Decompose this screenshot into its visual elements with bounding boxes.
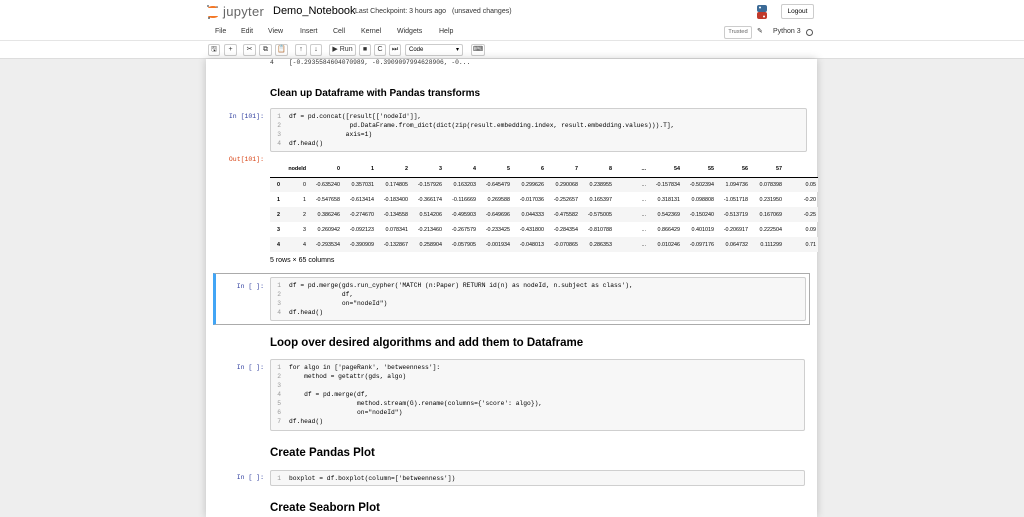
dataframe-cell: 0.401019 <box>691 226 714 233</box>
code-line: 3 axis=1) <box>277 131 373 138</box>
dataframe-cell: ... <box>641 196 646 203</box>
trusted-indicator[interactable]: Trusted <box>724 26 752 39</box>
checkpoint-status <box>355 8 512 15</box>
code-line: 5 method.stream(G).rename(columns={'score': algo}), <box>277 400 543 407</box>
dataframe-cell: 0.174805 <box>385 181 408 188</box>
dataframe-cell: 0.866429 <box>657 226 680 233</box>
dataframe-column-header: 3 <box>410 162 444 177</box>
input-prompt: In [ ]: <box>236 283 264 290</box>
menu-cell[interactable]: Cell <box>333 28 346 35</box>
dataframe-cell: 0.357031 <box>351 181 374 188</box>
dataframe-cell: 0.514206 <box>419 211 442 218</box>
table-row <box>270 177 818 192</box>
keyboard-icon[interactable]: ⌨ <box>471 44 485 56</box>
menu-view[interactable]: View <box>268 28 284 35</box>
dataframe-cell: -0.645479 <box>485 181 510 188</box>
dataframe-cell: -0.390909 <box>349 241 374 248</box>
dataframe-row-index: 1 <box>277 196 280 203</box>
dataframe-column-header: 56 <box>716 162 750 177</box>
python-user-icon <box>755 4 769 20</box>
dataframe-cell: -0.132867 <box>383 241 408 248</box>
dataframe-cell: -0.070865 <box>553 241 578 248</box>
code-line: 2 method = getattr(gds, algo) <box>277 373 407 380</box>
code-text: df.head() <box>289 140 324 147</box>
code-text: axis=1) <box>289 131 373 138</box>
code-line: 2 pd.DataFrame.from_dict(dict(zip(result.embedding.index, result.embedding.values))).T], <box>277 122 675 129</box>
code-line: 1 df = pd.merge(gds.run_cypher('MATCH (n:Paper) RETURN id(n) as nodeId, n.subject as class'), <box>277 282 633 289</box>
dataframe-cell: 0.258904 <box>419 241 442 248</box>
dataframe-cell: 0.290068 <box>555 181 578 188</box>
dataframe-column-header <box>270 162 282 177</box>
dataframe-cell: 0.010246 <box>657 241 680 248</box>
dataframe-cell: -0.206917 <box>723 226 748 233</box>
dataframe-cell: -0.183400 <box>383 196 408 203</box>
dataframe-column-header: 54 <box>648 162 682 177</box>
dataframe-cell: 0 <box>303 181 306 188</box>
menu-insert[interactable]: Insert <box>300 28 318 35</box>
menu-kernel[interactable]: Kernel <box>361 28 382 35</box>
cell-type-value: Code <box>409 47 424 53</box>
dataframe-cell: -0.116669 <box>452 196 476 203</box>
dataframe-column-header: ... <box>614 162 648 177</box>
dataframe-cell: 0.163203 <box>453 181 476 188</box>
dataframe-cell: -0.635240 <box>315 181 340 188</box>
dataframe-cell: ... <box>641 241 646 248</box>
code-text: df.head() <box>289 309 324 316</box>
code-text: pd.DataFrame.from_dict(dict(zip(result.embedding.index, result.embedding.values))).T], <box>289 122 675 129</box>
dataframe-cell: -0.25 <box>803 211 816 218</box>
notebook-container <box>206 59 817 517</box>
dataframe-row-index: 4 <box>277 241 280 248</box>
dataframe-column-header: 2 <box>376 162 410 177</box>
table-row <box>270 207 818 222</box>
menu-widgets[interactable]: Widgets <box>397 28 423 35</box>
dataframe-cell: ... <box>641 226 646 233</box>
dataframe-cell: 0.542369 <box>657 211 680 218</box>
dataframe-cell: 1 <box>303 196 306 203</box>
pencil-icon[interactable]: ✎ <box>757 28 763 35</box>
dataframe-cell: -0.017036 <box>519 196 544 203</box>
dataframe-cell: -0.810788 <box>587 226 612 233</box>
move-up-icon[interactable]: ↑ <box>295 44 307 56</box>
table-row <box>270 222 818 237</box>
dataframe-cell: -0.547658 <box>315 196 340 203</box>
copy-icon[interactable]: ⧉ <box>259 44 272 56</box>
markdown-heading-loop: Loop over desired algorithms and add them to Dataframe <box>270 337 584 349</box>
move-down-icon[interactable]: ↓ <box>310 44 322 56</box>
dataframe-cell: -0.048013 <box>519 241 544 248</box>
dataframe-cell: -0.513719 <box>723 211 748 218</box>
dataframe-cell: -0.431800 <box>519 226 544 233</box>
jupyter-logo[interactable] <box>207 4 264 19</box>
code-line: 4 df.head() <box>277 140 324 147</box>
menu-file[interactable]: File <box>215 28 227 35</box>
cut-icon[interactable]: ✂ <box>243 44 256 56</box>
dataframe-cell: 0.078398 <box>759 181 782 188</box>
dataframe-column-header: 55 <box>682 162 716 177</box>
dataframe-cell: 0.167069 <box>759 211 782 218</box>
paste-icon[interactable]: 📋 <box>275 44 288 56</box>
dataframe-table <box>270 162 818 252</box>
code-text: df = pd.merge(df, <box>289 391 369 398</box>
dataframe-cell: ... <box>641 211 646 218</box>
dataframe-cell: -0.057905 <box>451 241 476 248</box>
dataframe-cell: -0.001934 <box>485 241 510 248</box>
dataframe-cell: 0.231950 <box>759 196 782 203</box>
input-prompt: In [101]: <box>228 113 264 120</box>
dataframe-column-header <box>784 162 818 177</box>
notebook-name[interactable]: Demo_Notebook <box>273 5 356 17</box>
dataframe-column-header: 4 <box>444 162 478 177</box>
dataframe-cell: 4 <box>303 241 306 248</box>
code-text: for algo in ['pageRank', 'betweenness']: <box>289 364 441 371</box>
dataframe-cell: -1.051718 <box>723 196 748 203</box>
dataframe-cell: 3 <box>303 226 306 233</box>
dataframe-column-header: 57 <box>750 162 784 177</box>
dataframe-cell: 1.094736 <box>725 181 748 188</box>
markdown-heading-clean-up: Clean up Dataframe with Pandas transforms <box>270 88 481 99</box>
code-text: boxplot = df.boxplot(column=['betweenness']) <box>289 475 456 482</box>
restart-icon[interactable]: C <box>374 44 386 56</box>
output-prompt: Out[101]: <box>228 156 264 163</box>
stop-icon[interactable]: ■ <box>359 44 371 56</box>
dataframe-cell: 0.078341 <box>385 226 408 233</box>
dataframe-column-header: 6 <box>512 162 546 177</box>
code-text: df.head() <box>289 418 324 425</box>
checkpoint-text: Last Checkpoint: 3 hours ago <box>355 8 447 15</box>
markdown-heading-seaborn-plot: Create Seaborn Plot <box>270 502 380 514</box>
dataframe-cell: -0.274670 <box>349 211 374 218</box>
dataframe-cell: -0.649696 <box>485 211 510 218</box>
table-row <box>270 192 818 207</box>
dataframe-cell: -0.097176 <box>689 241 714 248</box>
dataframe-cell: 0.286353 <box>589 241 612 248</box>
code-input-cell-1[interactable] <box>270 108 807 152</box>
dataframe-cell: -0.613414 <box>349 196 374 203</box>
code-text: method.stream(G).rename(columns={'score': algo}), <box>289 400 543 407</box>
dataframe-column-header: 0 <box>308 162 342 177</box>
menubar <box>0 25 1024 41</box>
dataframe-cell: -0.233425 <box>485 226 510 233</box>
code-line: 4 df.head() <box>277 309 324 316</box>
dataframe-cell: 0.222504 <box>759 226 782 233</box>
save-icon[interactable]: 🖫 <box>208 44 220 56</box>
chevron-down-icon: ▾ <box>455 47 459 53</box>
run-button[interactable] <box>329 44 356 56</box>
code-line: 1 for algo in ['pageRank', 'betweenness']: <box>277 364 441 371</box>
header <box>0 0 1024 25</box>
code-text: df = pd.merge(gds.run_cypher('MATCH (n:Paper) RETURN id(n) as nodeId, n.subject as class'), <box>289 282 633 289</box>
dataframe-row-index: 3 <box>277 226 280 233</box>
dataframe-cell: -0.284354 <box>553 226 578 233</box>
code-line: 3 <box>277 382 281 389</box>
dataframe-cell: 0.238955 <box>589 181 612 188</box>
kernel-idle-icon <box>806 29 813 36</box>
dataframe-cell: -0.575005 <box>587 211 612 218</box>
dataframe-shape: 5 rows × 65 columns <box>270 257 335 264</box>
code-line: 1 boxplot = df.boxplot(column=['betweenness']) <box>277 475 456 482</box>
dataframe-cell: -0.475582 <box>553 211 578 218</box>
dataframe-cell: 0.71 <box>805 241 816 248</box>
code-line: 2 df, <box>277 291 354 298</box>
code-text: method = getattr(gds, algo) <box>289 373 407 380</box>
kernel-name[interactable]: Python 3 <box>773 28 801 35</box>
menu-help[interactable]: Help <box>439 28 454 35</box>
dataframe-cell: -0.157926 <box>417 181 442 188</box>
logout-button[interactable]: Logout <box>781 4 814 19</box>
dataframe-cell: -0.366174 <box>417 196 442 203</box>
dataframe-cell: 0.386246 <box>317 211 340 218</box>
dataframe-cell: 0.044333 <box>521 211 544 218</box>
code-line: 3 on="nodeId") <box>277 300 388 307</box>
dataframe-column-header: 5 <box>478 162 512 177</box>
dataframe-cell: 0.098808 <box>691 196 714 203</box>
dataframe-output <box>270 162 816 252</box>
jupyter-logo-icon <box>207 5 219 19</box>
jupyter-wordmark: jupyter <box>223 4 265 19</box>
insert-cell-icon[interactable]: + <box>224 44 237 56</box>
code-line: 4 df = pd.merge(df, <box>277 391 369 398</box>
dataframe-cell: 0.269588 <box>487 196 510 203</box>
table-row <box>270 237 818 252</box>
code-text: on="nodeId") <box>289 409 403 416</box>
dataframe-cell: 2 <box>303 211 306 218</box>
dataframe-cell: 0.260942 <box>317 226 340 233</box>
dataframe-cell: -0.293534 <box>315 241 340 248</box>
dataframe-cell: -0.267579 <box>451 226 476 233</box>
dataframe-column-header: nodeId <box>282 162 308 177</box>
input-prompt: In [ ]: <box>236 364 264 371</box>
code-line: 7 df.head() <box>277 418 324 425</box>
dataframe-cell: ... <box>641 181 646 188</box>
code-text: df = pd.concat([result[['nodeId']], <box>289 113 422 120</box>
dataframe-cell: 0.165397 <box>589 196 612 203</box>
dataframe-cell: -0.150240 <box>689 211 714 218</box>
dataframe-header-row <box>270 162 818 177</box>
menu-edit[interactable]: Edit <box>241 28 254 35</box>
dataframe-cell: -0.20 <box>803 196 816 203</box>
dataframe-cell: -0.495903 <box>451 211 476 218</box>
code-text: df, <box>289 291 354 298</box>
run-icon: ▶ <box>332 46 338 53</box>
dataframe-cell: -0.134558 <box>383 211 408 218</box>
dataframe-cell: 0.09 <box>805 226 816 233</box>
run-label: Run <box>339 46 353 53</box>
previous-output-fragment: 4 [-0.2935584604070989, -0.3909097994628906, -0... <box>270 59 471 66</box>
code-input-cell-4[interactable] <box>270 470 805 486</box>
dataframe-cell: -0.213460 <box>417 226 442 233</box>
dataframe-cell: -0.092123 <box>349 226 374 233</box>
dataframe-row-index: 0 <box>277 181 280 188</box>
toolbar <box>0 41 1024 59</box>
dataframe-cell: 0.111299 <box>760 241 782 248</box>
cell-type-select[interactable] <box>405 44 463 56</box>
restart-run-all-icon[interactable]: ⏭ <box>389 44 401 56</box>
dataframe-cell: 0.05 <box>805 181 816 188</box>
dataframe-row-index: 2 <box>277 211 280 218</box>
dataframe-cell: -0.157834 <box>655 181 680 188</box>
code-line: 6 on="nodeId") <box>277 409 403 416</box>
input-prompt: In [ ]: <box>236 474 264 481</box>
code-input-cell-2[interactable] <box>270 277 806 321</box>
dataframe-cell: 0.318131 <box>657 196 680 203</box>
code-input-cell-3[interactable] <box>270 359 805 431</box>
dataframe-cell: 0.299626 <box>521 181 544 188</box>
dataframe-cell: 0.064732 <box>725 241 748 248</box>
dataframe-column-header: 8 <box>580 162 614 177</box>
dataframe-column-header: 7 <box>546 162 580 177</box>
dataframe-cell: -0.252657 <box>553 196 578 203</box>
dataframe-cell: -0.502394 <box>689 181 714 188</box>
code-line: 1 df = pd.concat([result[['nodeId']], <box>277 113 422 120</box>
dataframe-column-header: 1 <box>342 162 376 177</box>
unsaved-changes-text: (unsaved changes) <box>452 8 512 15</box>
code-text: on="nodeId") <box>289 300 388 307</box>
markdown-heading-pandas-plot: Create Pandas Plot <box>270 447 375 459</box>
